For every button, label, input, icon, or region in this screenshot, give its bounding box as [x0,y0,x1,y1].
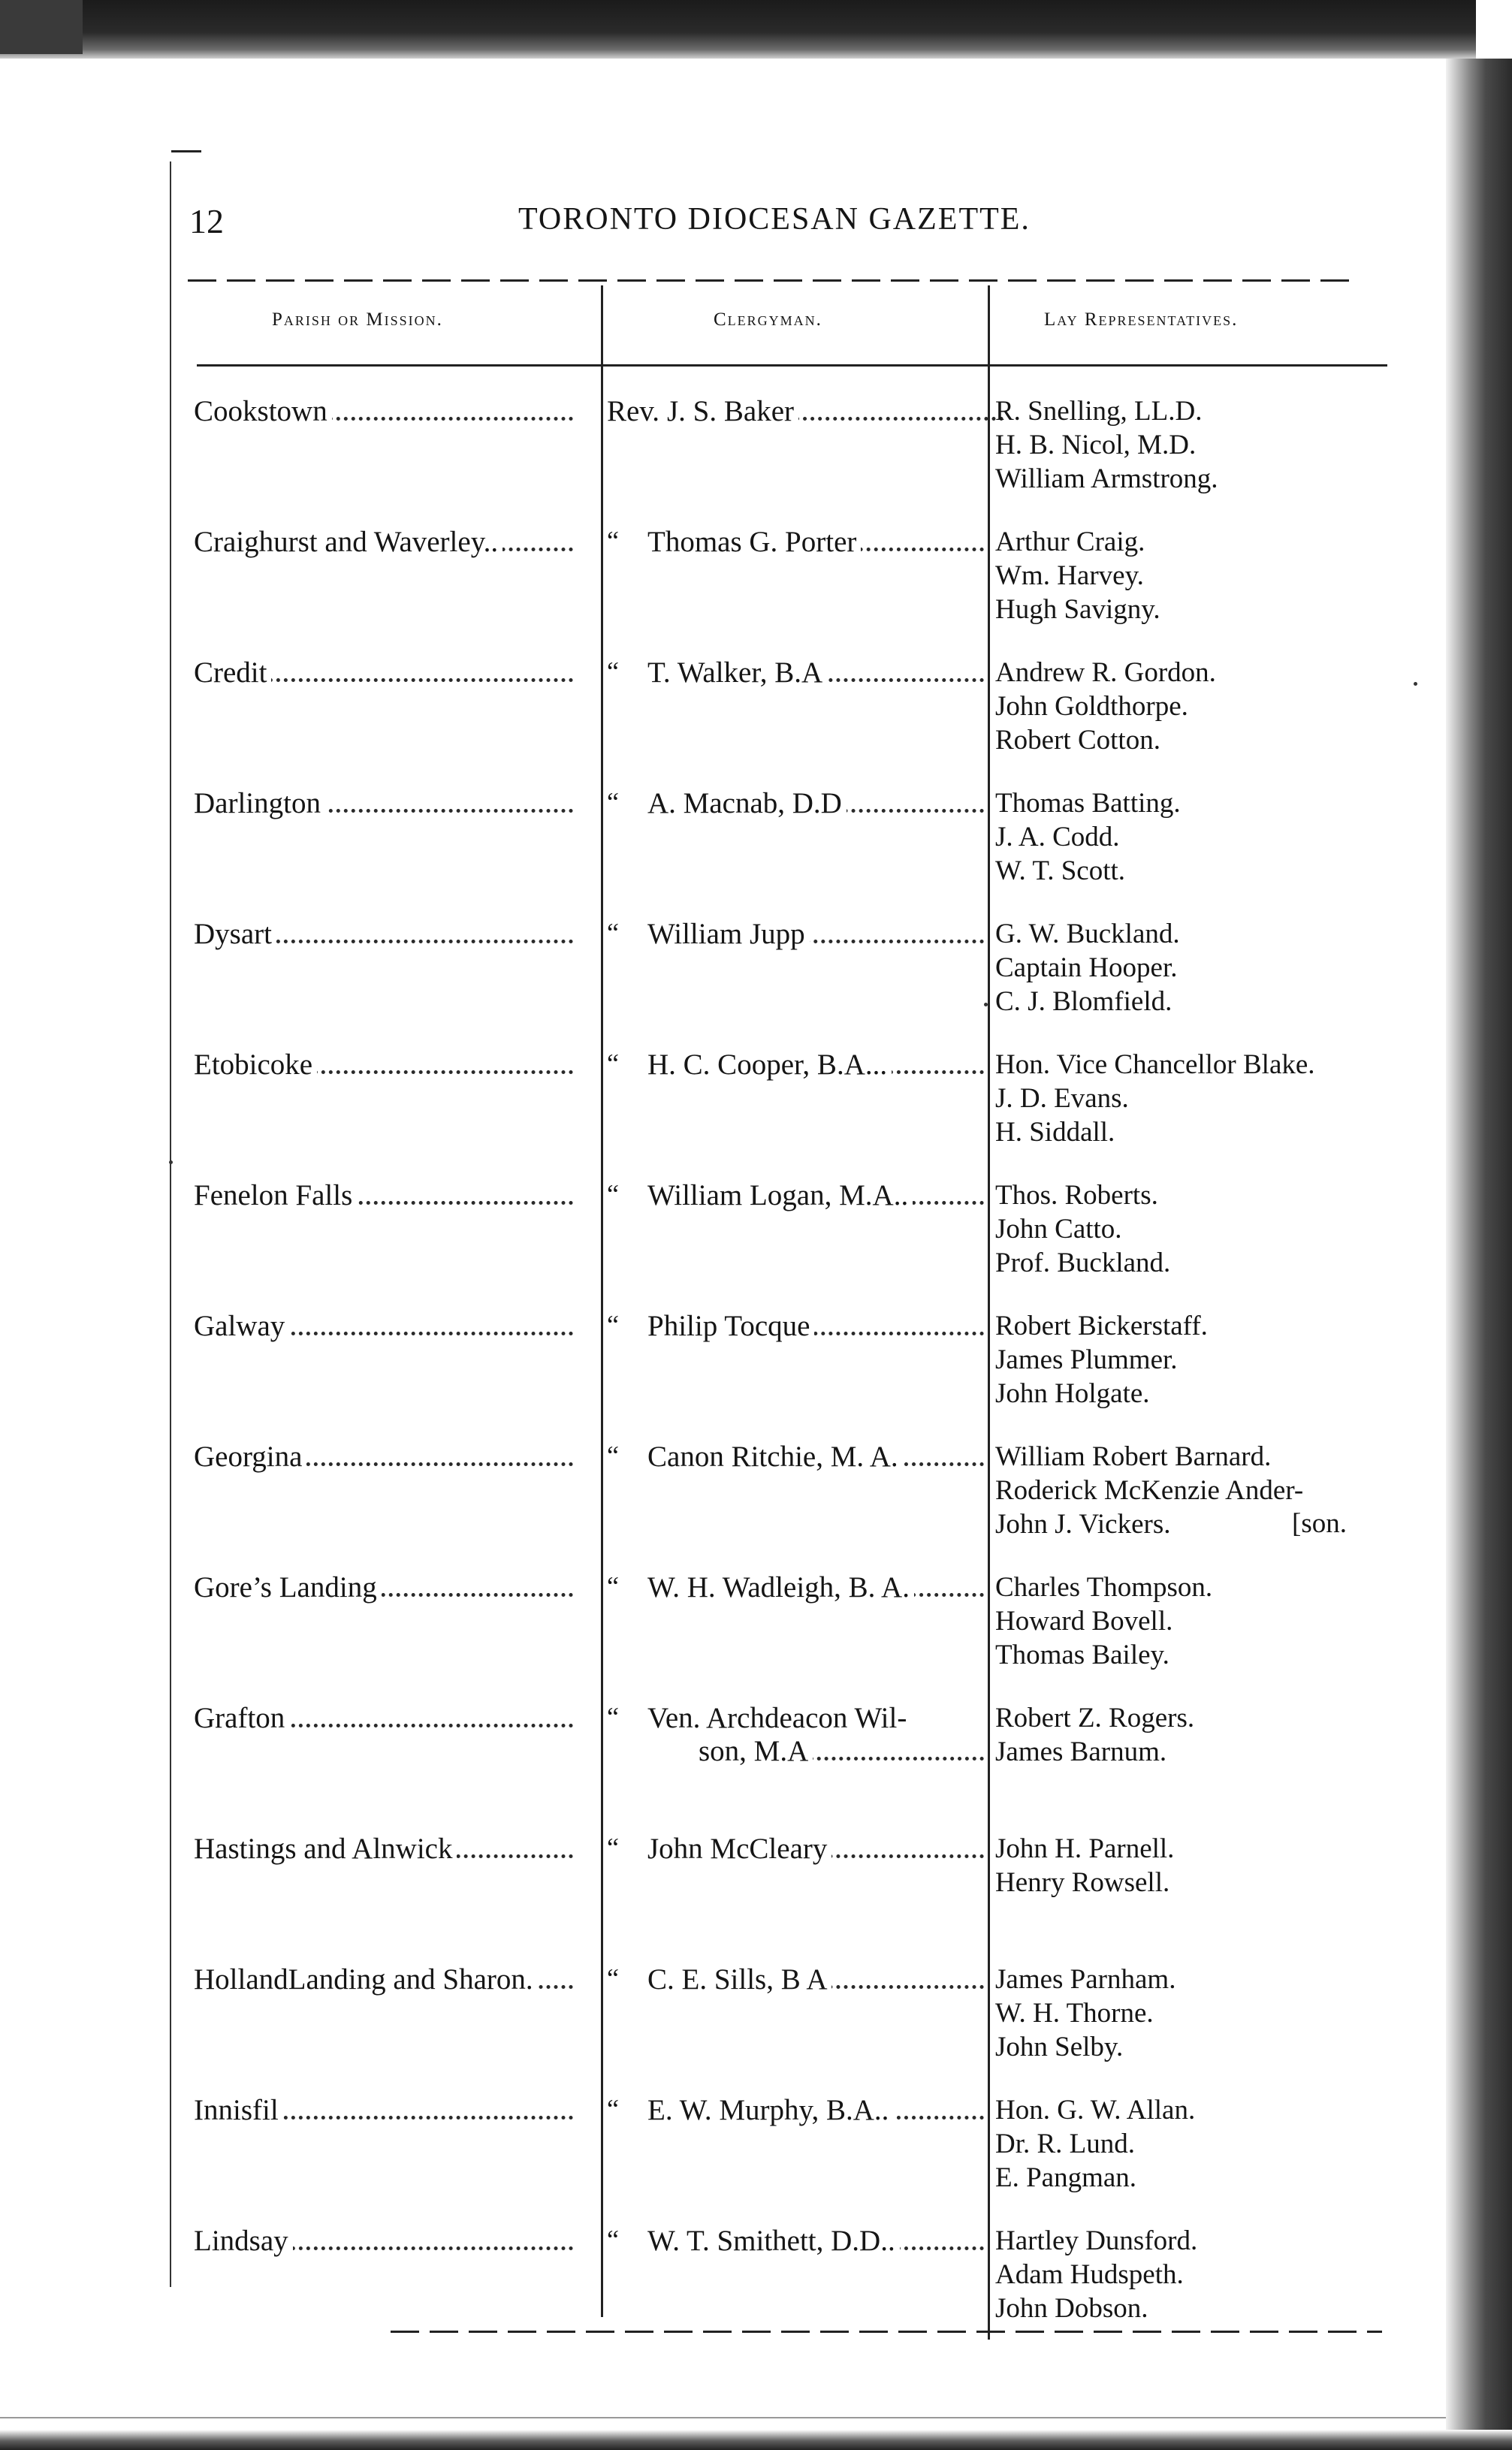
parish-name [194,656,573,689]
parish-label: Credit [194,656,271,689]
parish-label: Grafton [194,1702,289,1734]
clergyman-name [647,1178,984,1212]
clergy-prefix: “ [607,1048,619,1079]
parish-cell [194,656,573,689]
lay-representative: Robert Z. Rogers. [995,1703,1195,1733]
parish-name [194,1701,573,1735]
lay-representative: Robert Bickerstaff. [995,1311,1208,1341]
clergy-label: A. Macnab, D.D [647,787,847,819]
clergy-cell [647,2224,984,2258]
parish-label: Georgina [194,1441,306,1473]
clergy-label: J. S. Baker [667,395,798,427]
lay-overflow: [son. [1292,1508,1347,1539]
clergy-prefix: “ [607,2094,619,2124]
speck [984,1003,988,1006]
lay-representative: R. Snelling, LL.D. [995,396,1203,427]
clergyman-name [647,786,984,820]
lay-representative: C. J. Blomfield. [995,986,1172,1017]
clergyman-name [647,2224,984,2258]
lay-representatives [995,394,1416,496]
clergy-label: son, M.A [699,1735,813,1767]
parish-name [194,1963,573,1996]
lay-representative: Hartley Dunsford. [995,2225,1198,2256]
parish-cell [194,1701,573,1735]
lay-representative: Charles Thompson. [995,1572,1213,1603]
header-tick-left [171,150,201,152]
page-left-rule [170,161,171,2287]
parish-name [194,917,573,951]
footer-rule [0,2417,1446,2418]
lay-representative: John H. Parnell. [995,1833,1175,1864]
lay-representatives [995,2093,1416,2195]
scan-edge-top [0,0,1476,59]
lay-representative: W. T. Scott. [995,855,1126,886]
clergy-prefix: “ [607,656,619,686]
clergy-label: W. T. Smithett, D.D.. [647,2225,900,2257]
clergy-prefix: “ [607,1963,619,1993]
bottom-rule [391,2331,1382,2333]
clergy-label: Ven. Archdeacon Wil- [647,1702,911,1734]
parish-name [194,1440,573,1474]
lay-representatives [995,1440,1416,1541]
parish-label: Hastings and Alnwick [194,1833,457,1865]
lay-representative: Dr. R. Lund. [995,2129,1136,2159]
clergy-label: H. C. Cooper, B.A... [647,1048,892,1081]
parish-cell [194,394,573,428]
clergy-cell [647,1048,984,1082]
parish-cell [194,786,573,820]
clergy-cell [647,1309,984,1343]
clergy-prefix: “ [607,1571,619,1601]
clergy-cell [647,525,984,559]
lay-representatives [995,525,1416,626]
lay-representative: Captain Hooper. [995,952,1178,983]
parish-cell [194,1048,573,1082]
clergy-prefix: “ [607,526,619,556]
parish-label: Craighurst and Waverley.. [194,526,502,558]
clergyman-name-continued [699,1734,984,1768]
column-head-parish: Parish or Mission. [272,309,443,330]
parish-cell [194,2093,573,2127]
lay-representatives [995,917,1416,1018]
speck [169,1160,173,1164]
lay-representative: Hon. G. W. Allan. [995,2095,1196,2126]
lay-representative: J. D. Evans. [995,1083,1129,1114]
parish-label: Innisfil [194,2094,283,2126]
clergy-label: Canon Ritchie, M. A. [647,1441,903,1473]
lay-representative: James Parnham. [995,1964,1176,1995]
parish-cell [194,1178,573,1212]
lay-representative: E. Pangman. [995,2162,1137,2193]
clergy-label: Thomas G. Porter [647,526,861,558]
lay-representative: James Plummer. [995,1344,1178,1375]
parish-label: Cookstown [194,395,332,427]
clergyman-name [647,917,984,951]
parish-label: Galway [194,1310,289,1342]
clergy-cell [667,394,1003,428]
lay-representative: Thomas Bailey. [995,1640,1169,1670]
lay-representative: William Armstrong. [995,463,1218,494]
scan-edge-top-notch [0,0,83,54]
lay-representative: Arthur Craig. [995,527,1145,557]
clergy-prefix: “ [607,787,619,817]
clergyman-name [647,1570,984,1604]
lay-representatives [995,1178,1416,1280]
clergy-prefix: “ [607,2225,619,2255]
clergy-prefix: “ [607,1702,619,1732]
header-rule [188,279,1356,282]
lay-representative: Henry Rowsell. [995,1867,1170,1898]
lay-representative: H. Siddall. [995,1117,1115,1148]
lay-representative: Hon. Vice Chancellor Blake. [995,1049,1315,1080]
clergyman-name [647,1963,984,1996]
lay-representative: Prof. Buckland. [995,1248,1171,1278]
parish-label: Gore’s Landing [194,1571,382,1604]
clergy-cell [647,656,984,689]
column-divider-2 [988,285,990,2340]
parish-label: Dysart [194,918,276,950]
clergy-label: T. Walker, B.A [647,656,827,689]
parish-name [194,2224,573,2258]
lay-representative: Andrew R. Gordon. [995,657,1216,688]
parish-name [194,1570,573,1604]
lay-representative: John Selby. [995,2032,1124,2062]
parish-label: Etobicoke [194,1048,317,1081]
parish-label: Darlington [194,787,325,819]
clergy-label: William Logan, M.A.. [647,1179,913,1211]
clergy-cell [647,917,984,951]
column-head-lay-representatives: Lay Representatives. [1044,309,1239,330]
clergy-label: John McCleary [647,1833,831,1865]
clergy-cell [647,2093,984,2127]
clergy-prefix: “ [607,1833,619,1863]
clergyman-name [647,1440,984,1474]
parish-cell [194,525,573,559]
clergy-label: C. E. Sills, B A [647,1963,831,1996]
clergy-cell [647,786,984,820]
parish-cell [194,917,573,951]
scan-edge-right [1446,59,1512,2450]
parish-name [194,525,573,559]
clergyman-name [647,1832,984,1866]
clergy-prefix: “ [607,1441,619,1471]
clergyman-name [647,2093,984,2127]
parish-label: Fenelon Falls [194,1179,357,1211]
parish-cell [194,1963,573,1996]
scan-edge-bottom [0,2430,1512,2450]
clergy-cell [699,1734,984,1768]
parish-cell [194,1570,573,1604]
clergy-label: E. W. Murphy, B.A.. [647,2094,893,2126]
page-title: TORONTO DIOCESAN GAZETTE. [518,202,1031,237]
clergy-cell [647,1570,984,1604]
lay-representatives [995,1570,1416,1672]
parish-cell [194,1832,573,1866]
parish-name [194,394,573,428]
clergy-cell [647,1832,984,1866]
page-number: 12 [189,202,224,240]
lay-representative: H. B. Nicol, M.D. [995,430,1197,460]
lay-representative: John Catto. [995,1214,1122,1245]
lay-representatives [995,1701,1416,1769]
clergy-cell [647,1963,984,1996]
clergy-cell [647,1440,984,1474]
parish-label: Lindsay [194,2225,293,2257]
clergy-cell [647,1178,984,1212]
column-divider-1 [601,285,603,2317]
lay-representative: Roderick McKenzie Ander- [995,1475,1304,1506]
lay-representative: Wm. Harvey. [995,560,1144,591]
column-head-rule [197,364,1387,367]
parish-name [194,1832,573,1866]
lay-representative: Adam Hudspeth. [995,2259,1184,2290]
lay-representatives [995,656,1416,757]
clergyman-name [647,1309,984,1343]
clergyman-name [667,394,1003,428]
parish-name [194,786,573,820]
parish-name [194,1048,573,1082]
lay-representatives [995,1048,1416,1149]
lay-representatives [995,2224,1416,2325]
parish-name [194,1309,573,1343]
lay-representative: Thos. Roberts. [995,1180,1158,1211]
lay-representative: W. H. Thorne. [995,1998,1154,2029]
lay-representative: John Holgate. [995,1378,1150,1409]
lay-representative: Howard Bovell. [995,1606,1173,1637]
lay-representatives [995,1832,1416,1899]
lay-representative: John Goldthorpe. [995,691,1188,722]
parish-name [194,1178,573,1212]
parish-cell [194,1309,573,1343]
clergy-label: Philip Tocque [647,1310,814,1342]
parish-label: HollandLanding and Sharon. [194,1963,538,1996]
lay-representative: Hugh Savigny. [995,594,1160,625]
lay-representative: William Robert Barnard. [995,1441,1272,1472]
lay-representatives [995,786,1416,888]
clergy-label: William Jupp [647,918,810,950]
clergy-prefix: “ [607,1310,619,1340]
column-head-clergyman: Clergyman. [714,309,822,330]
lay-representative: James Barnum. [995,1736,1167,1767]
clergyman-name [647,1701,984,1735]
parish-cell [194,1440,573,1474]
lay-representative: Robert Cotton. [995,725,1160,756]
clergy-prefix: Rev. [607,395,660,427]
lay-representative: John J. Vickers. [995,1509,1171,1540]
clergyman-name [647,525,984,559]
clergy-prefix: “ [607,918,619,948]
clergy-cell [647,1701,984,1735]
lay-representative: G. W. Buckland. [995,919,1180,949]
clergyman-name [647,1048,984,1082]
clergy-prefix: “ [607,1179,619,1209]
parish-cell [194,2224,573,2258]
parish-name [194,2093,573,2127]
lay-representative: J. A. Codd. [995,822,1120,852]
lay-representatives [995,1963,1416,2064]
clergy-label: W. H. Wadleigh, B. A. [647,1571,914,1604]
lay-representative: Thomas Batting. [995,788,1181,819]
clergyman-name [647,656,984,689]
lay-representatives [995,1309,1416,1411]
lay-representative: John Dobson. [995,2293,1148,2324]
